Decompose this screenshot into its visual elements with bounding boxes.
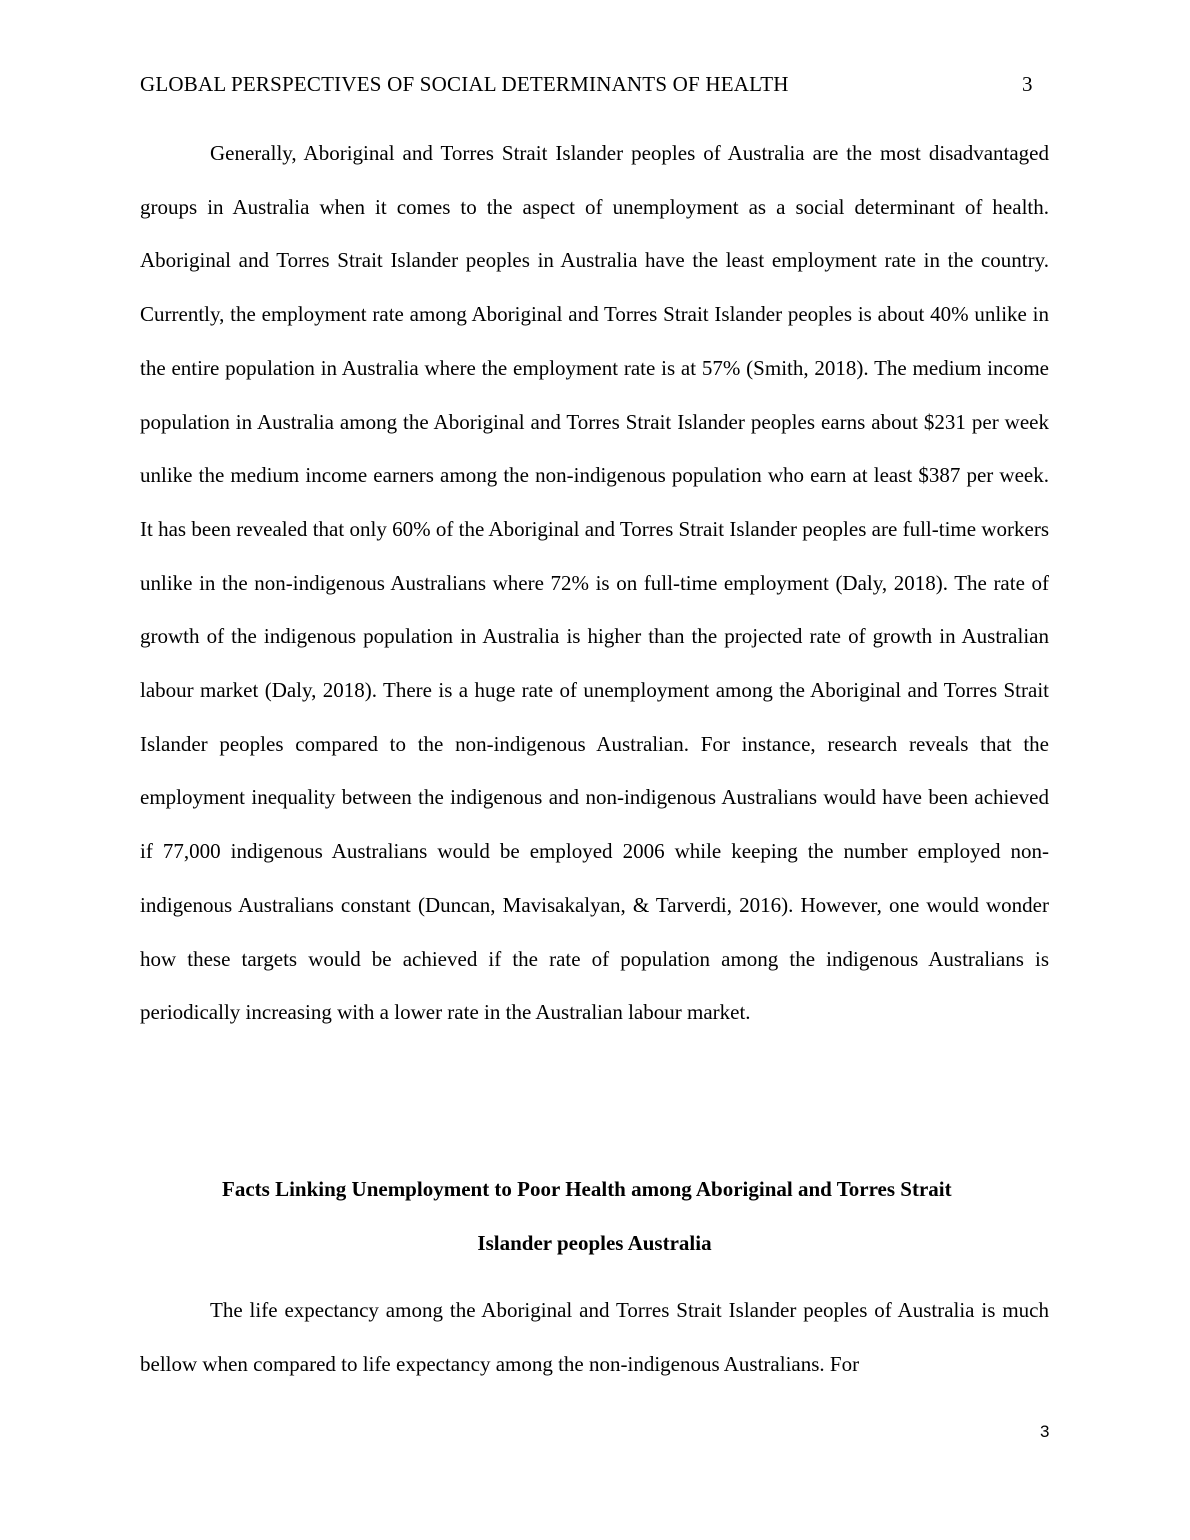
section-heading-line-2: Islander peoples Australia [477, 1230, 712, 1255]
section-heading [140, 1163, 1049, 1270]
body-paragraph-unemployment: Generally, Aboriginal and Torres Strait Islander peoples of Australia are the most disadvantaged groups in Australia when it comes to the aspect of unemployment as a social determinant of health. Aboriginal and Torres Strait Islander peoples in Australia have the least employment rate in the country. Currently, the employment rate among Aboriginal and Torres Strait Islander peoples is about 40% unlike in the entire population in Australia where the employment rate is at 57% (Smith, 2018). The medium income population in Australia among the Aboriginal and Torres Strait Islander peoples earns about $231 per week unlike the medium income earners among the non-indigenous population who earn at least $387 per week. It has been revealed that only 60% of the Aboriginal and Torres Strait Islander peoples are full-time workers unlike in the non-indigenous Australians where 72% is on full-time employment (Daly, 2018). The rate of growth of the indigenous population in Australia is higher than the projected rate of growth in Australian labour market (Daly, 2018). There is a huge rate of unemployment among the Aboriginal and Torres Strait Islander peoples compared to the non-indigenous Australian. For instance, research reveals that the employment inequality between the indigenous and non-indigenous Australians would have been achieved if 77,000 indigenous Australians would be employed 2006 while keeping the number employed non-indigenous Australians constant (Duncan, Mavisakalyan, & Tarverdi, 2016). However, one would wonder how these targets would be achieved if the rate of population among the indigenous Australians is periodically increasing with a lower rate in the Australian labour market. [140, 141, 1049, 1025]
header-page-number: 3 [1022, 72, 1033, 96]
footer-page-number: 3 [1040, 1422, 1050, 1441]
body-paragraph-life-expectancy: The life expectancy among the Aboriginal and Torres Strait Islander peoples of Australia is much bellow when compared to life expectancy among the non-indigenous Australians. For [140, 1298, 1049, 1376]
section-heading-line-1: Facts Linking Unemployment to Poor Health among Aboriginal and Torres Strait [222, 1177, 952, 1201]
running-head: GLOBAL PERSPECTIVES OF SOCIAL DETERMINANTS OF HEALTH [140, 72, 789, 96]
